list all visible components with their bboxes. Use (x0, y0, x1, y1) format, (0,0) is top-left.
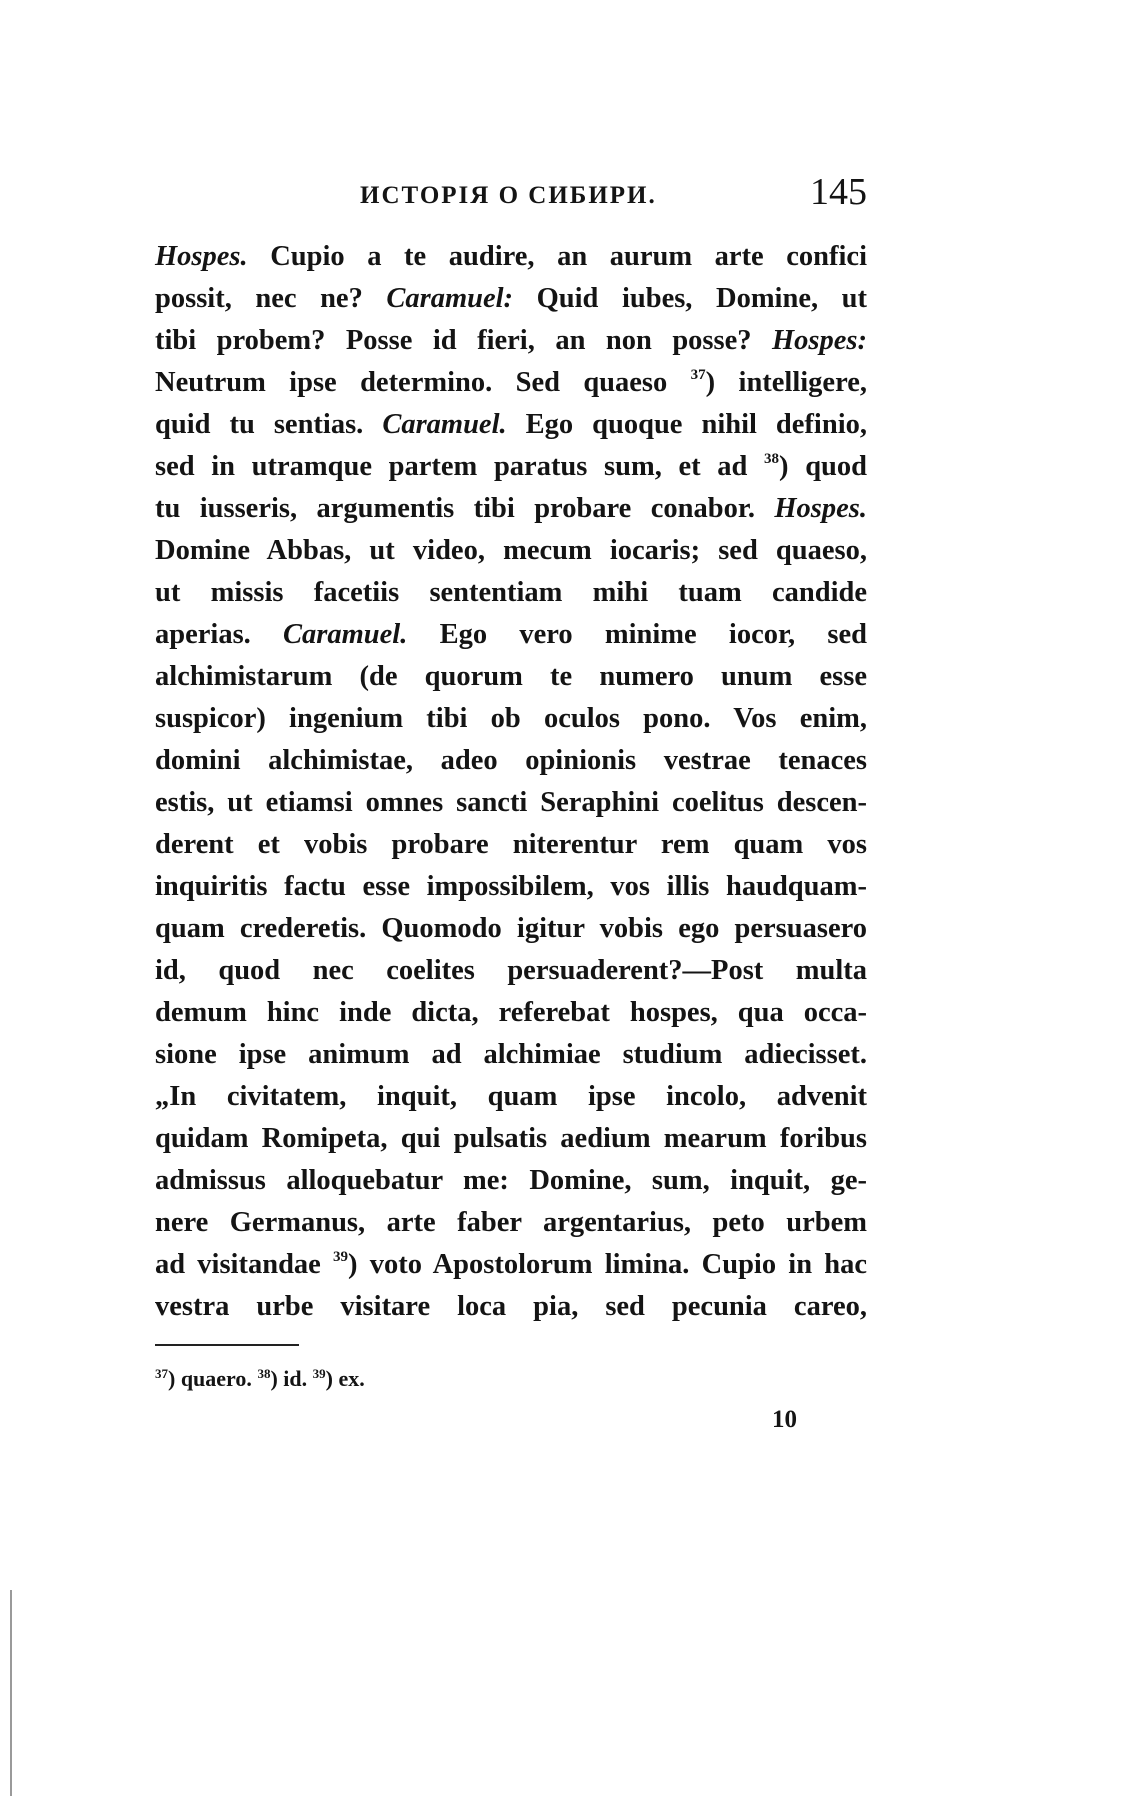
footnotes (155, 1366, 365, 1392)
text-segment: Neutrum ipse determino. Sed quaeso (155, 367, 691, 398)
text-segment: Cupio a te audire, an aurum arte confici (247, 241, 867, 272)
text-line (155, 698, 867, 740)
scan-edge-line (10, 1590, 12, 1796)
body-text (155, 236, 867, 1328)
text-segment: tibi probem? Posse id fieri, an non posse? (155, 325, 772, 356)
text-segment: domini alchimistae, adeo opinionis vestrae tenaces (155, 745, 867, 776)
footnote-number: 39 (312, 1366, 326, 1381)
speaker-name: Caramuel: (386, 283, 514, 314)
speaker-name: Caramuel. (382, 409, 507, 440)
footnote-number: 37 (155, 1366, 168, 1381)
text-line (155, 824, 867, 866)
running-head (155, 170, 867, 220)
text-line (155, 1034, 867, 1076)
text-line (155, 950, 867, 992)
text-segment: derent et vobis probare niterentur rem quam vos (155, 829, 867, 860)
text-segment: sione ipse animum ad alchimiae studium adiecisset. (155, 1039, 867, 1070)
text-line (155, 404, 867, 446)
text-line (155, 1202, 867, 1244)
text-segment: quidam Romipeta, qui pulsatis aedium mearum foribus (155, 1123, 867, 1154)
text-segment: estis, ut etiamsi omnes sancti Seraphini coelitus descen- (155, 787, 867, 818)
text-line (155, 1076, 867, 1118)
text-segment: id, quod nec coelites persuaderent?—Post multa (155, 955, 867, 986)
text-line (155, 530, 867, 572)
text-segment: Ego quoque nihil definio, (506, 409, 867, 440)
text-segment: possit, nec ne? (155, 283, 387, 314)
text-segment: nere Germanus, arte faber argentarius, peto urbem (155, 1207, 867, 1238)
text-line (155, 446, 867, 488)
footnote-ref: 39 (333, 1249, 349, 1265)
text-segment: quam crederetis. Quomodo igitur vobis ego persuasero (155, 913, 867, 944)
text-line (155, 1118, 867, 1160)
page-number: 145 (810, 171, 867, 213)
text-segment: ) voto Apostolorum limina. Cupio in hac (348, 1249, 867, 1280)
text-segment: Domine Abbas, ut video, mecum iocaris; sed quaeso, (155, 535, 867, 566)
footnote-text: ) id. (270, 1366, 313, 1391)
text-segment: inquiritis factu esse impossibilem, vos illis haudquam- (155, 871, 867, 902)
text-segment: quid tu sentias. (155, 409, 383, 440)
text-line (155, 1160, 867, 1202)
text-segment: ut missis facetiis sententiam mihi tuam candide (155, 577, 867, 608)
text-segment: „In civitatem, inquit, quam ipse incolo, advenit (155, 1081, 867, 1112)
text-line (155, 278, 867, 320)
text-segment: vestra urbe visitare loca pia, sed pecunia careo, (155, 1291, 867, 1322)
running-title: ИСТОРІЯ О СИБИРИ. (360, 182, 657, 209)
text-line (155, 866, 867, 908)
footnote-ref: 37 (690, 367, 706, 383)
text-segment: ad visitandae (155, 1249, 334, 1280)
text-line (155, 740, 867, 782)
text-segment: alchimistarum (de quorum te numero unum esse (155, 661, 867, 692)
text-line (155, 992, 867, 1034)
text-line (155, 908, 867, 950)
text-line (155, 614, 867, 656)
text-segment: demum hinc inde dicta, referebat hospes, qua occa- (155, 997, 867, 1028)
text-segment: tu iusseris, argumentis tibi probare conabor. (155, 493, 775, 524)
text-line (155, 656, 867, 698)
text-segment: Ego vero minime iocor, sed (407, 619, 867, 650)
text-line (155, 362, 867, 404)
text-segment: ) quod (779, 451, 867, 482)
text-segment: ) intelligere, (705, 367, 867, 398)
speaker-name: Hospes. (774, 493, 867, 524)
text-line (155, 320, 867, 362)
text-line (155, 782, 867, 824)
text-segment: sed in utramque partem paratus sum, et ad (155, 451, 765, 482)
speaker-name: Caramuel. (283, 619, 408, 650)
footnote-ref: 38 (764, 451, 780, 467)
text-line (155, 572, 867, 614)
footnote-number: 38 (257, 1366, 271, 1381)
footnote-text: ) quaero. (168, 1366, 258, 1391)
text-segment: Quid iubes, Domine, ut (513, 283, 867, 314)
footnote-text: ) ex. (325, 1366, 365, 1391)
speaker-name: Hospes: (772, 325, 867, 356)
footnote-39 (313, 1366, 365, 1391)
text-line (155, 488, 867, 530)
text-segment: aperias. (155, 619, 284, 650)
text-segment: admissus alloquebatur me: Domine, sum, inquit, ge- (155, 1165, 867, 1196)
text-line (155, 1286, 867, 1328)
signature-mark: 10 (772, 1406, 797, 1433)
footnote-38 (257, 1366, 312, 1391)
text-line (155, 1244, 867, 1286)
text-segment: suspicor) ingenium tibi ob oculos pono. Vos enim, (155, 703, 867, 734)
footnote-rule (155, 1344, 299, 1346)
text-line (155, 236, 867, 278)
footnote-37 (155, 1366, 257, 1391)
speaker-name: Hospes. (155, 241, 248, 272)
